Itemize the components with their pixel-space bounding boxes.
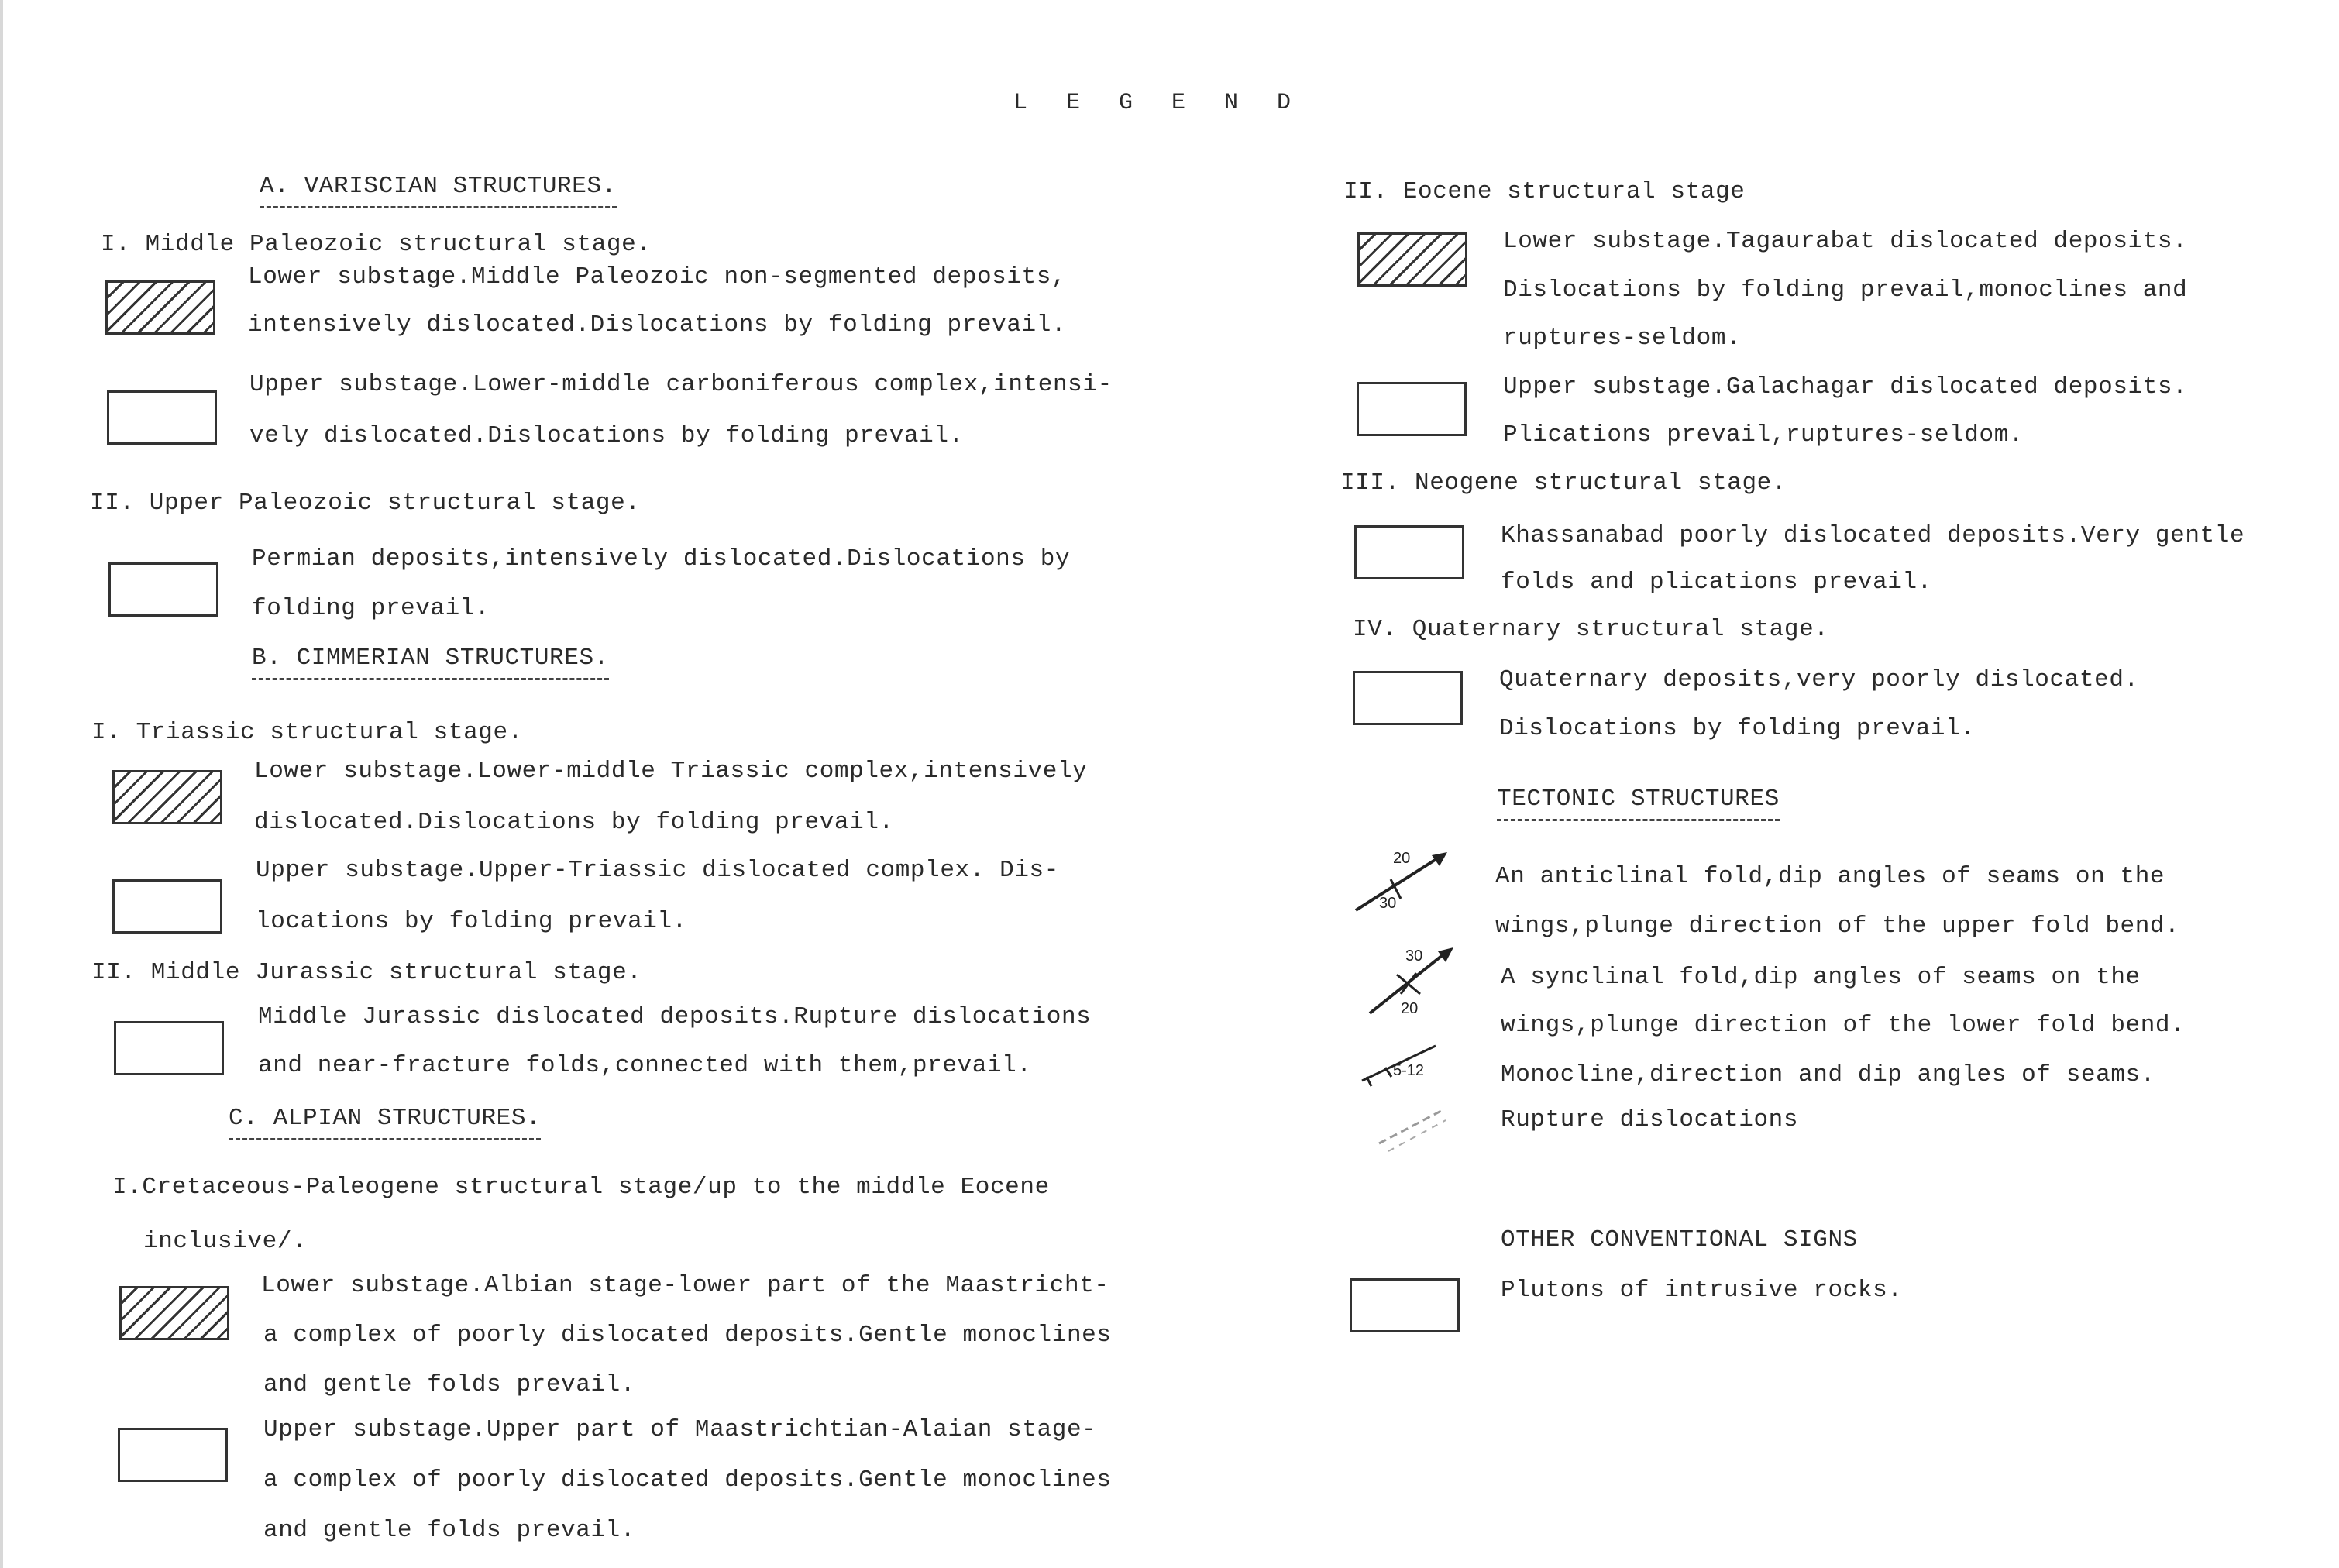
permian-line-1: Permian deposits,intensively dislocated.Dislocations by (252, 545, 1071, 573)
triassic-upper-line-1: Upper substage.Upper-Triassic dislocated complex. Dis- (256, 857, 1059, 884)
eocene-upper-line-2: Plications prevail,ruptures-seldom. (1503, 421, 2024, 449)
hatched-symbol-box (119, 1286, 229, 1340)
stage-middle-paleozoic-title: I. Middle Paleozoic structural stage. (101, 231, 652, 258)
jurassic-line-1: Middle Jurassic dislocated deposits.Rupture dislocations (258, 1003, 1092, 1030)
triassic-lower-line-2: dislocated.Dislocations by folding prevail. (254, 809, 894, 836)
neogene-line-2: folds and plications prevail. (1501, 569, 1932, 596)
cretaceous-upper-line-2: a complex of poorly dislocated deposits.Gentle monoclines (263, 1467, 1112, 1494)
triassic-upper-line-2: locations by folding prevail. (256, 908, 687, 935)
heading-tectonic: TECTONIC STRUCTURES (1497, 787, 1780, 821)
stage-middle-jurassic-title: II. Middle Jurassic structural stage. (91, 959, 642, 986)
anticline-symbol-icon (1348, 844, 1464, 930)
variscian-upper-line-1: Upper substage.Lower-middle carboniferous complex,intensi- (249, 371, 1113, 398)
stage-cretaceous-paleogene-title-1: I.Cretaceous-Paleogene structural stage/up to the middle Eocene (112, 1174, 1050, 1201)
eocene-lower-line-1: Lower substage.Tagaurabat dislocated deposits. (1503, 228, 2188, 255)
heading-variscian: A. VARISCIAN STRUCTURES. (260, 174, 617, 208)
empty-symbol-box (108, 562, 218, 617)
empty-symbol-box (118, 1428, 228, 1482)
jurassic-line-2: and near-fracture folds,connected with them,prevail. (258, 1052, 1032, 1079)
page-title: LEGEND (1013, 90, 1330, 116)
empty-symbol-box (1353, 671, 1463, 725)
stage-cretaceous-paleogene-title-2: inclusive/. (143, 1228, 308, 1255)
empty-symbol-box (1350, 1278, 1460, 1332)
stage-neogene-title: III. Neogene structural stage. (1340, 469, 1787, 497)
triassic-lower-line-1: Lower substage.Lower-middle Triassic complex,intensively (254, 758, 1088, 785)
eocene-lower-line-2: Dislocations by folding prevail,monoclines and (1503, 277, 2188, 304)
empty-symbol-box (114, 1021, 224, 1075)
monocline-label: 5-12 (1393, 1062, 1425, 1079)
cretaceous-lower-line-3: and gentle folds prevail. (263, 1371, 636, 1398)
empty-symbol-box (1354, 525, 1464, 579)
heading-alpian: C. ALPIAN STRUCTURES. (229, 1106, 541, 1140)
cretaceous-upper-line-1: Upper substage.Upper part of Maastrichtian-Alaian stage- (263, 1416, 1097, 1443)
empty-symbol-box (107, 390, 217, 445)
cretaceous-upper-line-3: and gentle folds prevail. (263, 1517, 636, 1544)
syncline-symbol-icon (1354, 944, 1470, 1029)
heading-cimmerian: B. CIMMERIAN STRUCTURES. (252, 646, 609, 680)
anticline-label-upper: 20 (1393, 850, 1411, 867)
quaternary-line-2: Dislocations by folding prevail. (1499, 715, 1976, 742)
stage-eocene-title: II. Eocene structural stage (1343, 178, 1746, 205)
scan-edge (0, 0, 3, 1568)
syncline-label-lower: 20 (1401, 1000, 1419, 1017)
variscian-upper-line-2: vely dislocated.Dislocations by folding prevail. (249, 422, 964, 449)
stage-quaternary-title: IV. Quaternary structural stage. (1353, 616, 1829, 643)
stage-upper-paleozoic-title: II. Upper Paleozoic structural stage. (90, 490, 641, 517)
neogene-line-1: Khassanabad poorly dislocated deposits.Very gentle (1501, 522, 2245, 549)
syncline-label-upper: 30 (1405, 947, 1423, 965)
hatched-symbol-box (1357, 232, 1467, 287)
plutons-line: Plutons of intrusive rocks. (1501, 1277, 1903, 1304)
permian-line-2: folding prevail. (252, 595, 490, 622)
anticline-line-2: wings,plunge direction of the upper fold bend. (1495, 913, 2180, 940)
heading-other-signs: OTHER CONVENTIONAL SIGNS (1501, 1226, 1858, 1253)
eocene-upper-line-1: Upper substage.Galachagar dislocated deposits. (1503, 373, 2188, 401)
monocline-line-1: Monocline,direction and dip angles of seams. (1501, 1061, 2155, 1088)
variscian-lower-line-1: Lower substage.Middle Paleozoic non-segmented deposits, (248, 263, 1067, 291)
rupture-line-1: Rupture dislocations (1501, 1106, 1799, 1133)
anticline-label-lower: 30 (1379, 895, 1397, 912)
syncline-line-1: A synclinal fold,dip angles of seams on the (1501, 964, 2141, 991)
rupture-symbol-icon (1371, 1097, 1488, 1182)
quaternary-line-1: Quaternary deposits,very poorly dislocated. (1499, 666, 2139, 693)
hatched-symbol-box (105, 280, 215, 335)
syncline-line-2: wings,plunge direction of the lower fold bend. (1501, 1012, 2186, 1039)
stage-triassic-title: I. Triassic structural stage. (91, 719, 523, 746)
hatched-symbol-box (112, 770, 222, 824)
cretaceous-lower-line-2: a complex of poorly dislocated deposits.Gentle monoclines (263, 1322, 1112, 1349)
cretaceous-lower-line-1: Lower substage.Albian stage-lower part of the Maastricht- (261, 1272, 1109, 1299)
variscian-lower-line-2: intensively dislocated.Dislocations by folding prevail. (248, 311, 1067, 339)
eocene-lower-line-3: ruptures-seldom. (1503, 325, 1742, 352)
empty-symbol-box (1357, 382, 1467, 436)
empty-symbol-box (112, 879, 222, 934)
anticline-line-1: An anticlinal fold,dip angles of seams on the (1495, 863, 2165, 890)
